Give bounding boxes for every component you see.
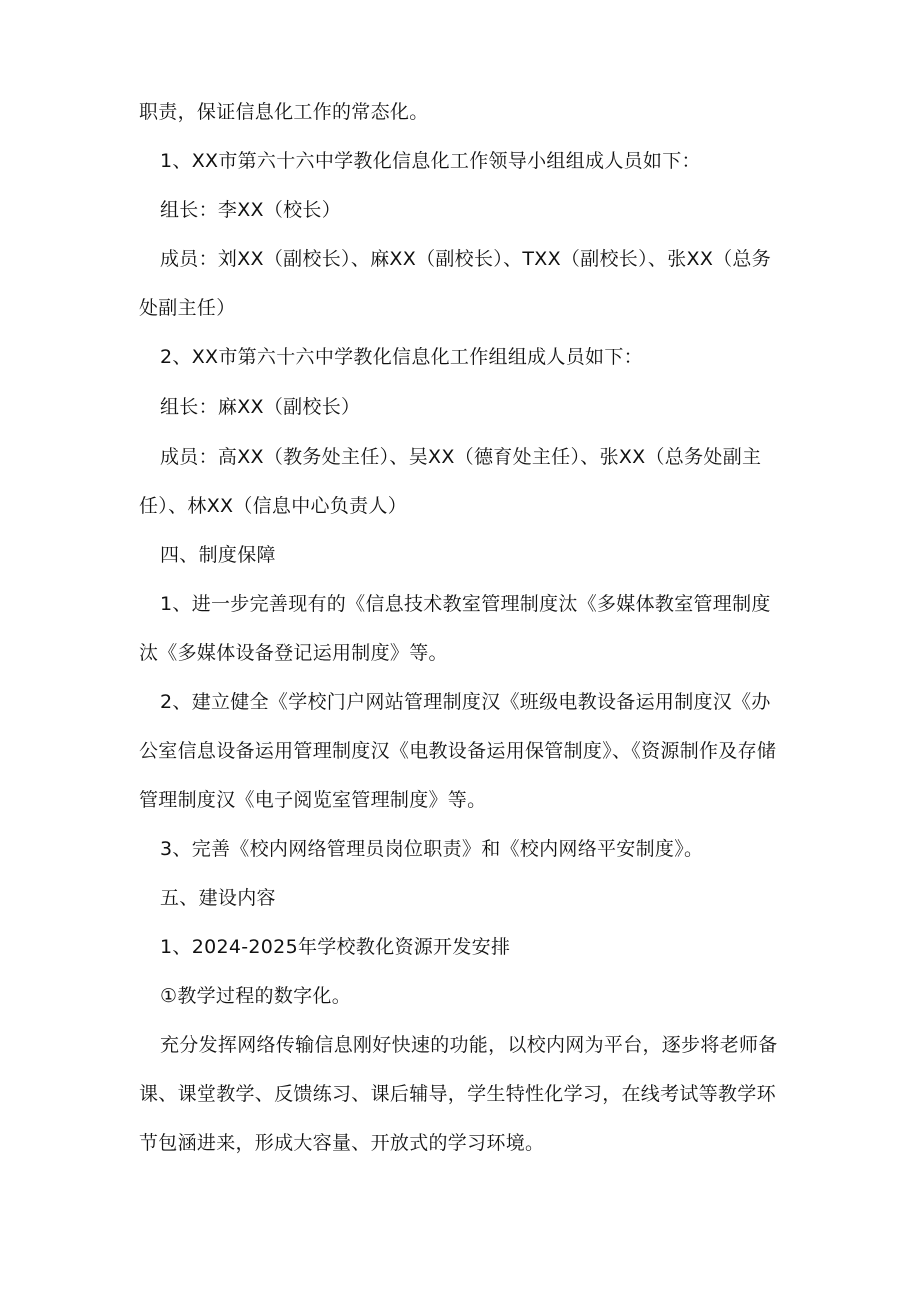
paragraph-duty-continuation: 职责，保证信息化工作的常态化。	[139, 101, 429, 123]
section-heading-institutional-guarantee: 四、制度保障	[160, 544, 276, 566]
paragraph-teaching-digitalization: ①教学过程的数字化。	[160, 985, 352, 1007]
paragraph-work-group-leader: 组长：麻XX（副校长）	[160, 396, 361, 418]
paragraph-leadership-group-members: 成员：刘XX（副校长）、麻XX（副校长）、TXX（副校长）、张XX（总务处副主任）	[139, 248, 772, 319]
paragraph-resource-development-plan: 1、2024-2025年学校教化资源开发安排	[160, 936, 511, 958]
paragraph-work-group-heading: 2、XX市第六十六中学教化信息化工作组组成人员如下：	[160, 346, 643, 368]
paragraph-network-learning-environment: 充分发挥网络传输信息刚好快速的功能，以校内网为平台，逐步将老师备课、课堂教学、反馈练习、课后辅导，学生特性化学习，在线考试等教学环节包涵进来，形成大容量、开放式的学习环境。	[139, 1034, 778, 1154]
paragraph-network-rules: 3、完善《校内网络管理员岗位职责》和《校内网络平安制度》。	[160, 838, 704, 860]
paragraph-leadership-group-heading: 1、XX市第六十六中学教化信息化工作领导小组组成人员如下：	[160, 150, 701, 172]
paragraph-work-group-members: 成员：高XX（教务处主任）、吴XX（德育处主任）、张XX（总务处副主任）、林XX（信息中心负责人）	[139, 446, 762, 517]
paragraph-improve-existing-rules: 1、进一步完善现有的《信息技术教室管理制度汰《多媒体教室管理制度汰《多媒体设备登记运用制度》等。	[139, 593, 771, 664]
paragraph-leadership-group-leader: 组长：李XX（校长）	[160, 199, 342, 221]
paragraph-establish-rules: 2、建立健全《学校门户网站管理制度汉《班级电教设备运用制度汉《办公室信息设备运用管理制度汉《电教设备运用保管制度》、《资源制作及存储管理制度汉《电子阅览室管理制度》等。	[139, 691, 777, 811]
section-heading-construction-content: 五、建设内容	[160, 887, 276, 909]
